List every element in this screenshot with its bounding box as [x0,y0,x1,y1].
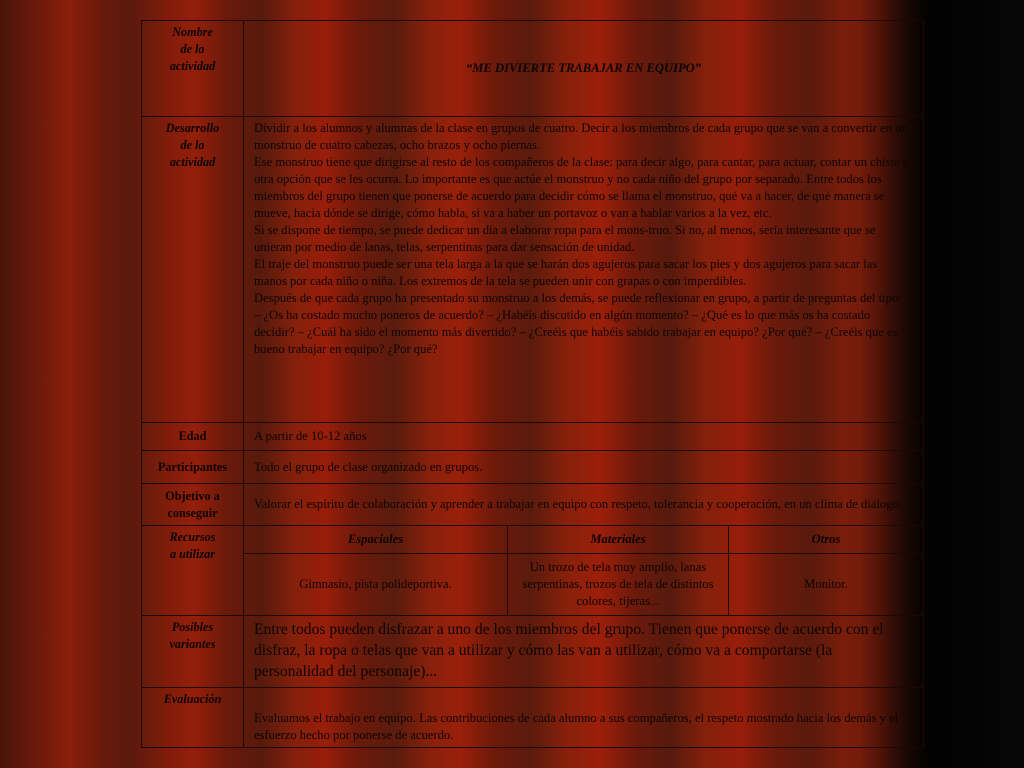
row-variantes [142,616,924,688]
label-nombre: Nombre de la actividad [142,21,244,117]
activity-title: “ME DIVIERTE TRABAJAR EN EQUIPO” [244,21,924,117]
desarrollo-paragraph: Ese monstruo tiene que dirigirse al resto de los compañeros de la clase: para decir algo, para cantar, para actuar, contar un chiste u otra opción que se les ocurra. Lo importante es que actúe el monstruo y no cada niño del grupo por separado. Entre todos los miembros del grupo tienen que ponerse de acuerdo para decidir cómo se llama el monstruo, qué va a hacer, de qué manera se mueve, hacia dónde se dirige, cómo habla, si va a haber un portavoz o van a hablar varios a la vez, etc. [254,155,909,220]
label-desarrollo: Desarrollo de la actividad [142,117,244,423]
label-participantes: Participantes [142,451,244,484]
row-edad [142,423,924,451]
row-evaluacion [142,688,924,748]
recursos-header-espaciales: Espaciales [244,526,508,554]
label-edad: Edad [142,423,244,451]
activity-sheet [141,20,923,750]
desarrollo-text [244,117,924,423]
participantes-value: Todo el grupo de clase organizado en grupos. [244,451,924,484]
label-recursos: Recursos a utilizar [142,526,244,616]
row-nombre [142,21,924,117]
desarrollo-paragraph: Dividir a los alumnos y alumnas de la clase en grupos de cuatro. Decir a los miembros de cada grupo que se van a convertir en un monstruo de cuatro cabezas, ocho brazos y ocho piernas. [254,121,908,152]
label-objetivo: Objetivo a conseguir [142,484,244,526]
recursos-header-otros: Otros [729,526,924,554]
desarrollo-paragraph: El traje del monstruo puede ser una tela larga a la que se harán dos agujeros para sacar los pies y dos agujeros para sacar las manos por cada niño o niña. Los extremos de la tela se pueden unir con grapas o con imperdibles. [254,257,878,288]
activity-table [141,20,924,748]
recursos-header-materiales: Materiales [508,526,729,554]
recursos-materiales: Un trozo de tela muy amplio, lanas serpentinas, trozos de tela de distintos colores, tijeras... [508,554,729,616]
desarrollo-paragraph: – ¿Os ha costado mucho poneros de acuerdo? – ¿Habéis discutido en algún momento? – ¿Qué es lo que más os ha costado decidir? – ¿Cuál ha sido el momento más divertido? – ¿Creéis que habéis sabido trabajar en equipo? ¿Por qué? – ¿Creéis que es bueno trabajar en equipo? ¿Por qué? [254,308,898,356]
label-variantes: Posibles variantes [142,616,244,688]
desarrollo-paragraph: Si se dispone de tiempo, se puede dedicar un día a elaborar ropa para el mons-truo. Si no, al menos, sería interesante que se unieran por medio de lanas, telas, serpentinas para dar sensación de unidad. [254,223,876,254]
row-desarrollo [142,117,924,423]
row-objetivo [142,484,924,526]
recursos-espaciales: Gimnasio, pista polideportiva. [244,554,508,616]
desarrollo-paragraph: Después de que cada grupo ha presentado su monstruo a los demás, se puede reflexionar en grupo, a partir de preguntas del tipo: [254,291,902,305]
recursos-otros: Monitor. [729,554,924,616]
variantes-value: Entre todos pueden disfrazar a uno de los miembros del grupo. Tienen que ponerse de acuerdo con el disfraz, la ropa o telas que van a utilizar y cómo las van a utilizar, cómo va a comportarse (la personalidad del personaje)... [244,616,924,688]
objetivo-value: Valorar el espíritu de colaboración y aprender a trabajar en equipo con respeto, tolerancia y cooperación, en un clima de diálogo. [244,484,924,526]
evaluacion-value: Evaluamos el trabajo en equipo. Las contribuciones de cada alumno a sus compañeros, el respeto mostrado hacia los demás y el esfuerzo hecho por ponerse de acuerdo. [244,688,924,748]
edad-value: A partir de 10-12 años [244,423,924,451]
row-recursos-headers [142,526,924,554]
row-participantes [142,451,924,484]
label-evaluacion: Evaluación [142,688,244,748]
row-recursos-values [142,554,924,616]
